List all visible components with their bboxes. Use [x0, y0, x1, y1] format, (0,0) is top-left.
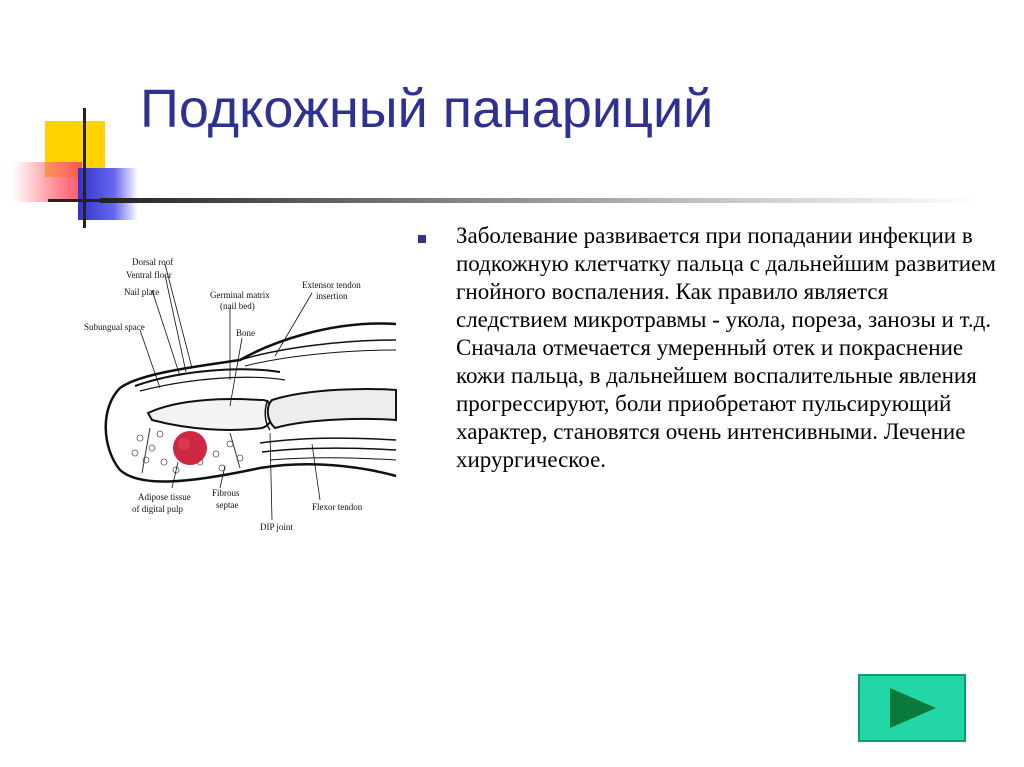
bullet-square-icon	[418, 235, 426, 243]
finger-anatomy-svg	[80, 248, 398, 548]
label-dorsal-roof: Dorsal roof	[132, 257, 174, 267]
label-septae: septae	[216, 500, 239, 510]
slide-body-text: Заболевание развивается при попадании инфекции в подкожную клетчатку пальца с дальнейшим развитием гнойного воспаления. Как правило является следствием микротравмы - укола, пореза, занозы и т.д. Сначала отмечается умеренный отек и покраснение кожи пальца, в дальнейшем воспалительные явления прогрессируют, боли приобретают пульсирующий характер, становятся очень интенсивными. Лечение хирургическое.	[456, 223, 996, 472]
title-underline	[100, 198, 980, 203]
ornament-pink-bar	[12, 162, 82, 202]
abscess-spot	[173, 431, 207, 465]
label-fibrous: Fibrous	[212, 488, 240, 498]
label-germinal-matrix: Germinal matrix	[210, 290, 270, 300]
label-extensor-tendon: Extensor tendon	[302, 280, 361, 290]
slide-title: Подкожный панариций	[140, 79, 714, 139]
label-subungual-space: Subungual space	[84, 322, 145, 332]
label-ventral-floor: Ventral floor	[126, 270, 172, 280]
label-nail-plate: Nail plate	[124, 287, 160, 297]
play-triangle-icon	[860, 676, 964, 740]
label-dip-joint: DIP joint	[260, 522, 293, 532]
label-flexor-tendon: Flexor tendon	[312, 502, 363, 512]
ornament-blue-square	[78, 168, 138, 220]
label-bone: Bone	[236, 328, 255, 338]
label-digital-pulp: of digital pulp	[132, 504, 183, 514]
label-adipose-tissue: Adipose tissue	[138, 492, 191, 502]
next-slide-button[interactable]	[858, 674, 966, 742]
label-nail-bed: (nail bed)	[220, 301, 255, 311]
label-insertion: insertion	[316, 291, 348, 301]
finger-anatomy-diagram	[80, 248, 398, 548]
ornament-vertical-line	[83, 108, 86, 228]
